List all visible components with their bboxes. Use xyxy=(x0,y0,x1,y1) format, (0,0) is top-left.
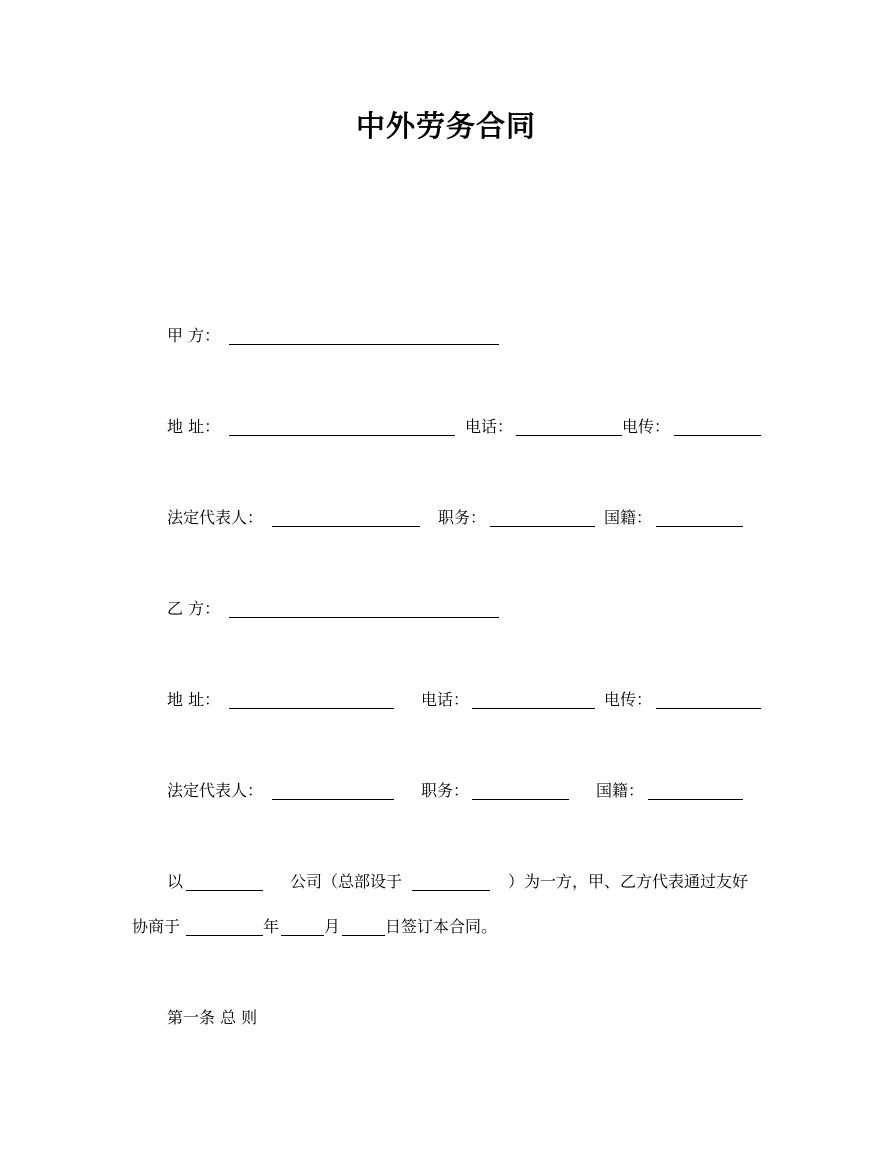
party-b-address-label: 地 址： xyxy=(167,690,221,709)
party-a-address-blank xyxy=(229,435,455,436)
party-a-phone-label: 电话： xyxy=(465,417,514,436)
preamble-company-text: 公司（总部设于 xyxy=(290,872,403,891)
party-b-name-label: 乙 方： xyxy=(167,599,221,618)
article-1-row xyxy=(0,1006,892,1030)
party-b-legal-rep-blank xyxy=(272,799,394,800)
party-a-phone-blank xyxy=(516,435,622,436)
party-a-fax-label: 电传： xyxy=(622,417,671,436)
party-b-phone-blank xyxy=(472,708,595,709)
party-a-legal-rep-label: 法定代表人： xyxy=(167,508,264,527)
party-a-name-label: 甲 方： xyxy=(167,326,221,345)
party-a-legal-rep-blank xyxy=(272,526,420,527)
document-title: 中外劳务合同 xyxy=(355,109,536,143)
party-b-rep-row xyxy=(0,779,892,803)
preamble-hq-blank xyxy=(412,890,490,891)
party-b-phone-label: 电话： xyxy=(421,690,470,709)
party-a-name-blank xyxy=(229,344,499,345)
party-a-address-row xyxy=(0,415,892,439)
preamble-line-2 xyxy=(0,915,892,939)
preamble-year-blank xyxy=(186,935,263,936)
party-b-address-blank xyxy=(229,708,394,709)
party-a-fax-blank xyxy=(674,435,761,436)
party-b-nationality-blank xyxy=(648,799,743,800)
party-b-name-row xyxy=(0,597,892,621)
party-b-address-row xyxy=(0,688,892,712)
preamble-day-text: 日签订本合同。 xyxy=(385,917,498,936)
preamble-month-blank xyxy=(281,935,324,936)
party-b-fax-blank xyxy=(656,708,761,709)
party-b-nationality-label: 国籍： xyxy=(596,781,645,800)
preamble-party-blank xyxy=(186,890,263,891)
party-a-rep-row xyxy=(0,506,892,530)
party-a-nationality-label: 国籍： xyxy=(604,508,653,527)
preamble-line2-prefix: 协商于 xyxy=(132,917,181,936)
party-b-legal-rep-label: 法定代表人： xyxy=(167,781,264,800)
party-a-position-label: 职务： xyxy=(438,508,487,527)
party-b-name-blank xyxy=(229,617,499,618)
party-a-position-blank xyxy=(490,526,595,527)
party-b-fax-label: 电传： xyxy=(604,690,653,709)
preamble-month-label: 月 xyxy=(324,917,341,936)
article-1-heading: 第一条 总 则 xyxy=(167,1008,258,1027)
preamble-suffix: ）为一方，甲、乙方代表通过友好 xyxy=(508,872,749,891)
party-b-position-label: 职务： xyxy=(421,781,470,800)
preamble-prefix: 以 xyxy=(167,872,184,891)
party-a-name-row xyxy=(0,324,892,348)
party-b-position-blank xyxy=(472,799,569,800)
preamble-year-label: 年 xyxy=(263,917,280,936)
party-a-address-label: 地 址： xyxy=(167,417,221,436)
preamble-day-blank xyxy=(342,935,385,936)
party-a-nationality-blank xyxy=(656,526,743,527)
preamble-line-1 xyxy=(0,870,892,894)
